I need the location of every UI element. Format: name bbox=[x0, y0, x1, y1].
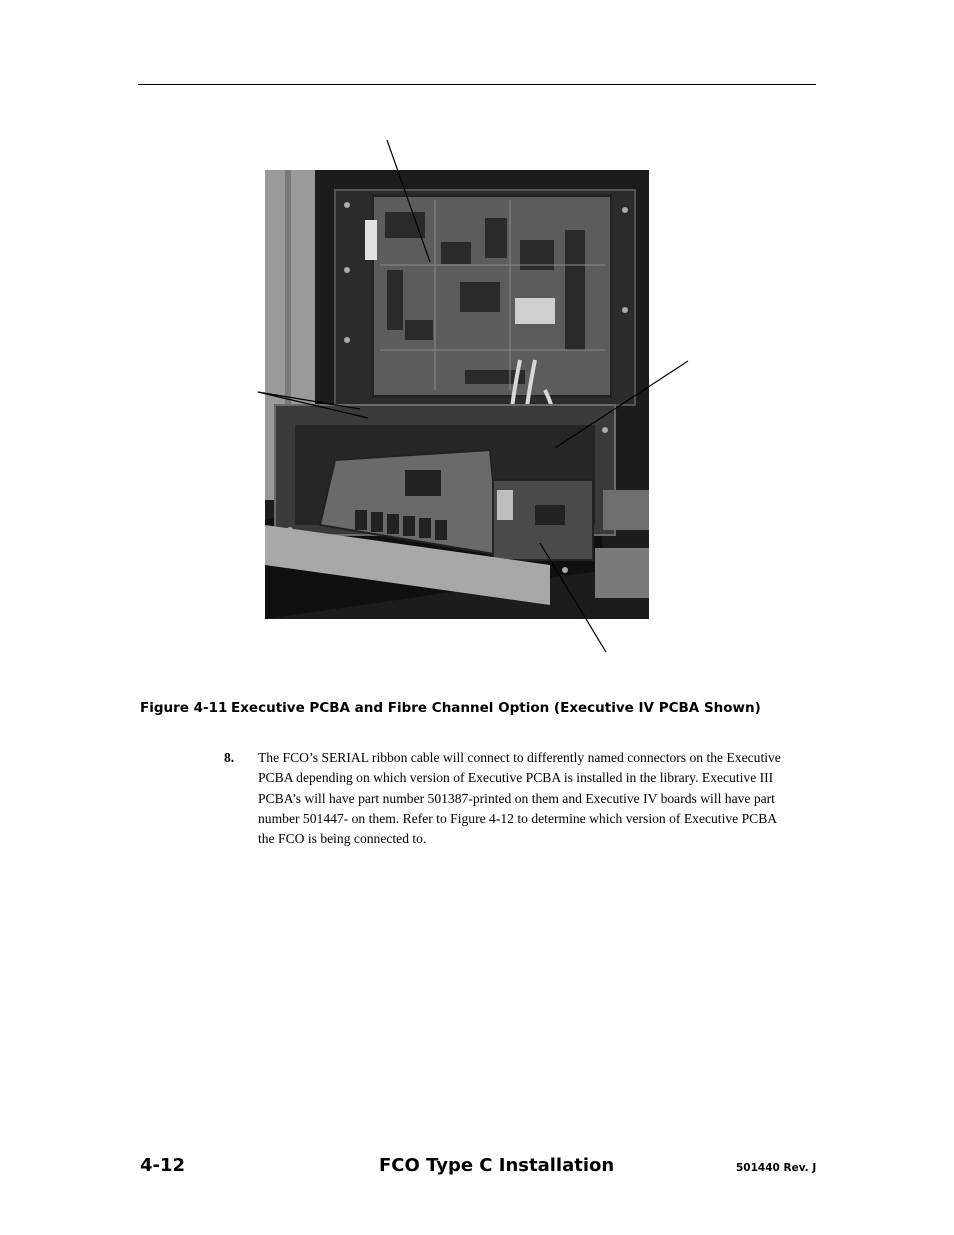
header-rule bbox=[138, 84, 816, 85]
step-text: The FCO’s SERIAL ribbon cable will connect to differently named connectors on the Executive PCBA depending on which version of Executive PCBA is installed in the library. Executive III PCBA’s will have part number 501387-printed on them and Executive IV boards will have part number 501447- on them. Refer to Figure 4-12 to determine which version of Executive PCBA the FCO is being connected to. bbox=[258, 750, 781, 847]
pcba-photo-illustration bbox=[265, 170, 649, 619]
figure-caption bbox=[140, 700, 840, 716]
figure-title: Executive PCBA and Fibre Channel Option (Executive IV PCBA Shown) bbox=[231, 700, 761, 716]
step-number: 8. bbox=[224, 750, 235, 765]
figure-photo bbox=[265, 170, 649, 619]
page-number: 4-12 bbox=[140, 1155, 186, 1176]
figure-number: Figure 4-11 bbox=[140, 700, 228, 716]
step-8 bbox=[224, 748, 784, 849]
section-title: FCO Type C Installation bbox=[379, 1155, 615, 1176]
document-revision: 501440 Rev. J bbox=[736, 1162, 817, 1174]
